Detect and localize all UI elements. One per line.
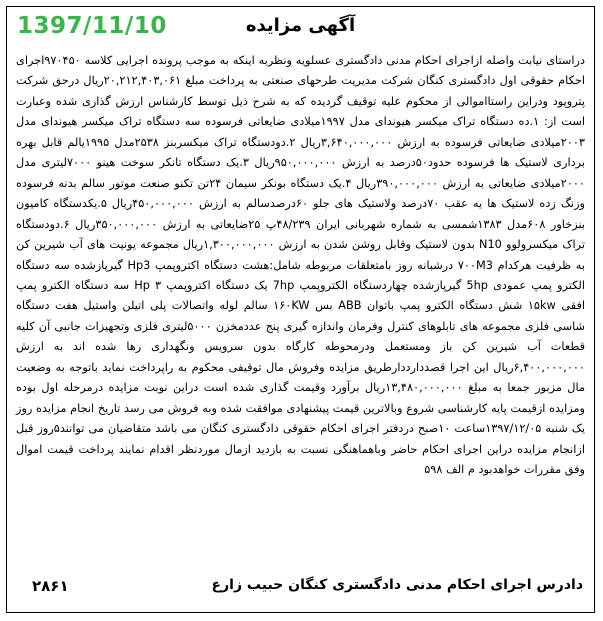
issuer-signature: دادرس اجرای احکام مدنی دادگستری کنگان حبیب زارع [211, 577, 583, 593]
notice-title: آگهی مزایده [245, 15, 356, 36]
notice-body: دراستای نیابت واصله ازاجرای احکام مدنی دادگستری عسلویه ونظربه اینکه به موجب پرونده اجرایی کلاسه ۹۷۰۴۵۰اجرای احکام حقوقی اول دادگستری کنگان شرکت مدیریت طرحهای صنعتی به پرداخت مبلغ ۲۰,۲۱۲,۴۰۳,۰۶۱ریال درحق شرکت پتروپود ودراین راستااموالی از محکوم علیه توقیف گردیده که به شرح ذیل توسط کارشناس ارزش گذاری شده وعبارت است از: ۱.ده دستگاه تراک میکسر هیوندای مدل ۱۹۹۷میلادی ضایعاتی فرسوده سه دستگاه تراک میکسر هیوندای مدل ۲۰۰۳میلادی ضایعاتی فرسوده به ارزش ۳,۶۴۰,۰۰۰,۰۰۰ریال ۲.دودستگاه تراک میکسربنز ۲۵۳۸مدل ۱۹۹۵یالم قابل بهره برداری لاستیک ها فرسوده حدود۵۰درصد به ارزش ۹۵۰,۰۰۰,۰۰۰ریال ۳.یک دستگاه تانکر سوخت هینو ۷۰۰۰لیتری مدل ۲۰۰۰میلادی ضایعاتی به ارزش ۳۹۰,۰۰۰,۰۰۰ریال ۴.یک دستگاه بونکر سیمان ۲۴تن تکنو صنعت موتور سالم بدنه فرسوده وزنگ زده لاستیک ها یه عقب ۷۰درصد ولاستیک های جلو ۶۰درصدسالم به ارزش ۴۵۰,۰۰۰,۰۰۰ریال ۵.یکدستگاه کامیون بنزخاور ۶۰۸مدل ۱۳۸۳شمسی به شماره شهربانی ایران ۴۸/۲۳۹پ ۲۵ضایعاتی به ارزش ۳۵۰,۰۰۰,۰۰۰ریال ۶.دودستگاه تراک میکسرولوو N10 بدون لاستیک وقابل روشن شدن به ارزش ۱,۳۰۰,۰۰۰,۰۰۰ریال مجموعه یونیت های آب شیرین کن به ظرفیت هرکدام ۷۰۰M3 درشبانه روز بامتعلقات مربوطه شامل:هشت دستگاه اکتروپمپ Hp3 گیرپازشده سه دستگاه الکترو پمپ عمودی 5hp گیرپازشده چهاردستگاه الکتروپمپ 7hp یک دستگاه اکتروپمپ ۳ Hp سه دستگاه الکترو پمپ افقی ۱۵kw شش دستگاه الکترو پمپ باتوان ABB بس ۱۶۰KW سالم لوله واتصالات پلی اتیلن واستیل هفت دستگاه شاسی فلزی مجموعه های تابلوهای کنترل وفرمان واندازه گیری پنج عددمخزن ۵۰۰۰لیتری فلزی وتجهیزات جانبی آن کلیه قطعات آب شیرین کن باز ومستعمل ودرمحوطه کارگاه بدون سرویس ونگهداری رها شده اند به ارزش ۶,۴۰۰,۰۰۰,۰۰۰ریال این اجرا قصددارددارطریق مزایده وفروش مال توقیفی محکوم به راپرداخت نماید باتوجه به وضعیت مال مزبور جمعا به مبلغ ۱۳,۴۸۰,۰۰۰,۰۰۰ریال برآورد وقیمت گذاری شده است دراین نوبت مزایده درمرحله اول بوده ومزایده ازقیمت پایه کارشناسی شروع وبالاترین قیمت پیشنهادی موافقت شده وبه فروش می رسد تاریخ انجام مزایده روز یک شنبه ۱۳۹۷/۱۲/۰۵ساعت ۱۰صبح دردفتر اجرای احکام حقوقی دادگستری کنگان می باشد متقاضیان می توانند۵روز قبل ازانجام مزایده دراین اجرای احکام حاضر وباهماهنگی نسبت به بازدید ازمال موردنظر اقدام نمایند پرداخت قیمت اموال وفق مقررات خواهدبود م الف ۵۹۸ [16, 54, 586, 477]
auction-notice-frame [6, 6, 595, 613]
notice-code: ۲۸۶۱ [32, 577, 69, 595]
date-stamp: 1397/11/10 [17, 13, 167, 39]
notice-footer [16, 573, 585, 603]
